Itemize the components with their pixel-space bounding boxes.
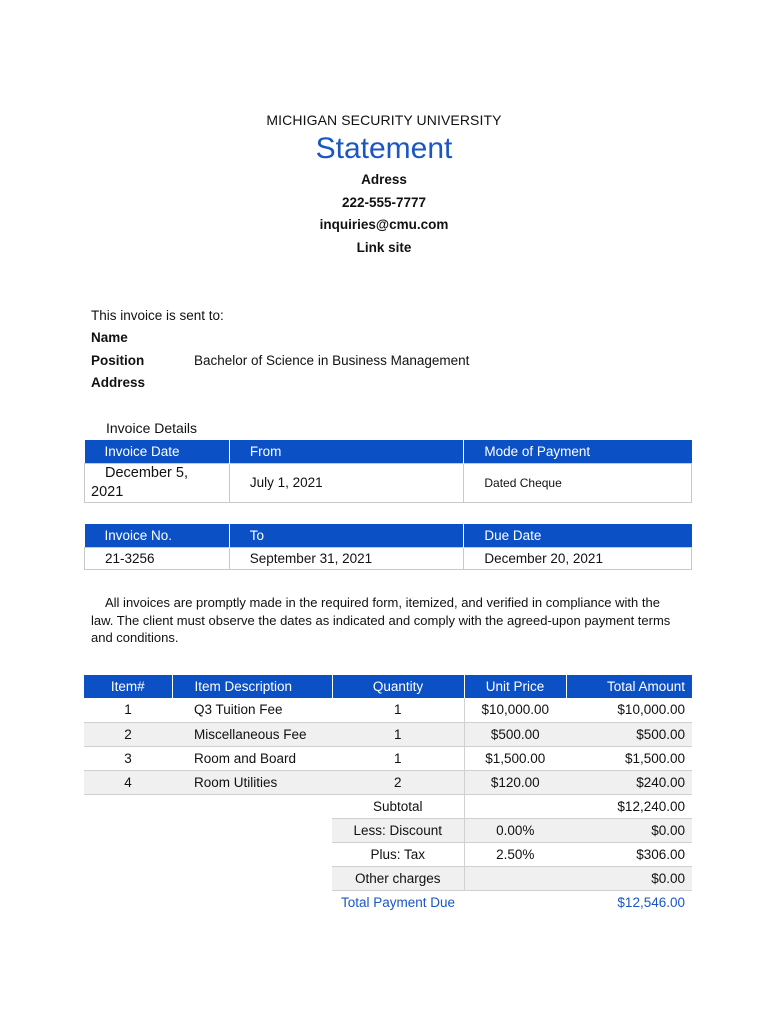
contact-email: inquiries@cmu.com [319, 217, 449, 232]
item-quantity: 1 [332, 698, 464, 722]
other-charges-label: Other charges [332, 866, 464, 890]
invoice-date-cell [85, 463, 230, 502]
header-to: To [229, 524, 464, 547]
invoice-notice: All invoices are promptly made in the required form, itemized, and verified in compliance with the law. The client must observe the dates as indicated and comply with the agreed-upon payment terms and conditions. [91, 595, 671, 645]
item-quantity: 1 [332, 746, 464, 770]
item-number: 2 [84, 722, 172, 746]
tax-row [84, 842, 692, 866]
item-unit-price: $10,000.00 [464, 698, 566, 722]
discount-rate: 0.00% [464, 818, 566, 842]
table-row [85, 463, 692, 502]
table-row [85, 547, 692, 569]
table-row [84, 746, 692, 770]
subtotal-value: $12,240.00 [566, 794, 692, 818]
recipient-position-label: Position [91, 352, 145, 368]
table-header-row [85, 524, 692, 547]
item-total: $1,500.00 [566, 746, 692, 770]
header-unit-price: Unit Price [464, 675, 566, 698]
university-name: MICHIGAN SECURITY UNIVERSITY [266, 112, 502, 128]
recipient-block [91, 305, 469, 395]
to-cell: September 31, 2021 [229, 547, 464, 569]
item-quantity: 2 [332, 770, 464, 794]
from-cell: July 1, 2021 [229, 463, 464, 502]
discount-label: Less: Discount [332, 818, 464, 842]
tax-label: Plus: Tax [332, 842, 464, 866]
header-total-amount: Total Amount [566, 675, 692, 698]
recipient-name-row [91, 327, 469, 350]
recipient-position-value: Bachelor of Science in Business Management [194, 352, 470, 368]
item-total: $10,000.00 [566, 698, 692, 722]
header-from: From [229, 440, 464, 463]
tax-value: $306.00 [566, 842, 692, 866]
item-number: 4 [84, 770, 172, 794]
header-invoice-no: Invoice No. [85, 524, 230, 547]
invoice-number-table [84, 524, 692, 570]
recipient-name-label: Name [91, 330, 128, 345]
contact-block [0, 169, 768, 259]
table-row [84, 722, 692, 746]
subtotal-row [84, 794, 692, 818]
page-title: Statement [315, 132, 453, 165]
item-unit-price: $500.00 [464, 722, 566, 746]
item-quantity: 1 [332, 722, 464, 746]
header-invoice-date: Invoice Date [85, 440, 230, 463]
subtotal-label: Subtotal [332, 794, 464, 818]
due-date-cell: December 20, 2021 [464, 547, 692, 569]
table-row [84, 770, 692, 794]
item-number: 1 [84, 698, 172, 722]
table-row [84, 698, 692, 722]
recipient-address-row [91, 372, 469, 395]
table-header-row [84, 675, 692, 698]
document-header [0, 112, 768, 259]
contact-link[interactable]: Link site [356, 239, 412, 255]
item-description: Q3 Tuition Fee [172, 698, 332, 722]
header-mode-of-payment: Mode of Payment [464, 440, 692, 463]
item-description: Room Utilities [172, 770, 332, 794]
invoice-no-cell: 21-3256 [85, 547, 230, 569]
header-item-description: Item Description [172, 675, 332, 698]
total-row [84, 890, 692, 914]
item-description: Room and Board [172, 746, 332, 770]
header-quantity: Quantity [332, 675, 464, 698]
other-charges-row [84, 866, 692, 890]
recipient-position-row [91, 350, 469, 373]
total-label: Total Payment Due [340, 894, 456, 910]
mode-of-payment-cell: Dated Cheque [464, 463, 692, 502]
discount-value: $0.00 [566, 818, 692, 842]
item-unit-price: $1,500.00 [464, 746, 566, 770]
contact-address: Adress [361, 172, 407, 187]
discount-row [84, 818, 692, 842]
item-total: $500.00 [566, 722, 692, 746]
header-item-number: Item# [84, 675, 172, 698]
item-number: 3 [84, 746, 172, 770]
table-header-row [85, 440, 692, 463]
header-due-date: Due Date [464, 524, 692, 547]
recipient-address-label: Address [91, 375, 146, 390]
invoice-details-title: Invoice Details [106, 420, 198, 436]
total-value: $12,546.00 [617, 894, 685, 910]
recipient-intro: This invoice is sent to: [91, 308, 224, 323]
invoice-date-line2: 2021 [91, 483, 124, 500]
items-table [84, 675, 692, 914]
invoice-dates-table [84, 440, 692, 503]
tax-rate: 2.50% [464, 842, 566, 866]
item-unit-price: $120.00 [464, 770, 566, 794]
invoice-date-line1: December 5, [105, 464, 189, 481]
item-total: $240.00 [566, 770, 692, 794]
item-description: Miscellaneous Fee [172, 722, 332, 746]
contact-phone: 222-555-7777 [341, 194, 427, 210]
other-charges-value: $0.00 [566, 866, 692, 890]
